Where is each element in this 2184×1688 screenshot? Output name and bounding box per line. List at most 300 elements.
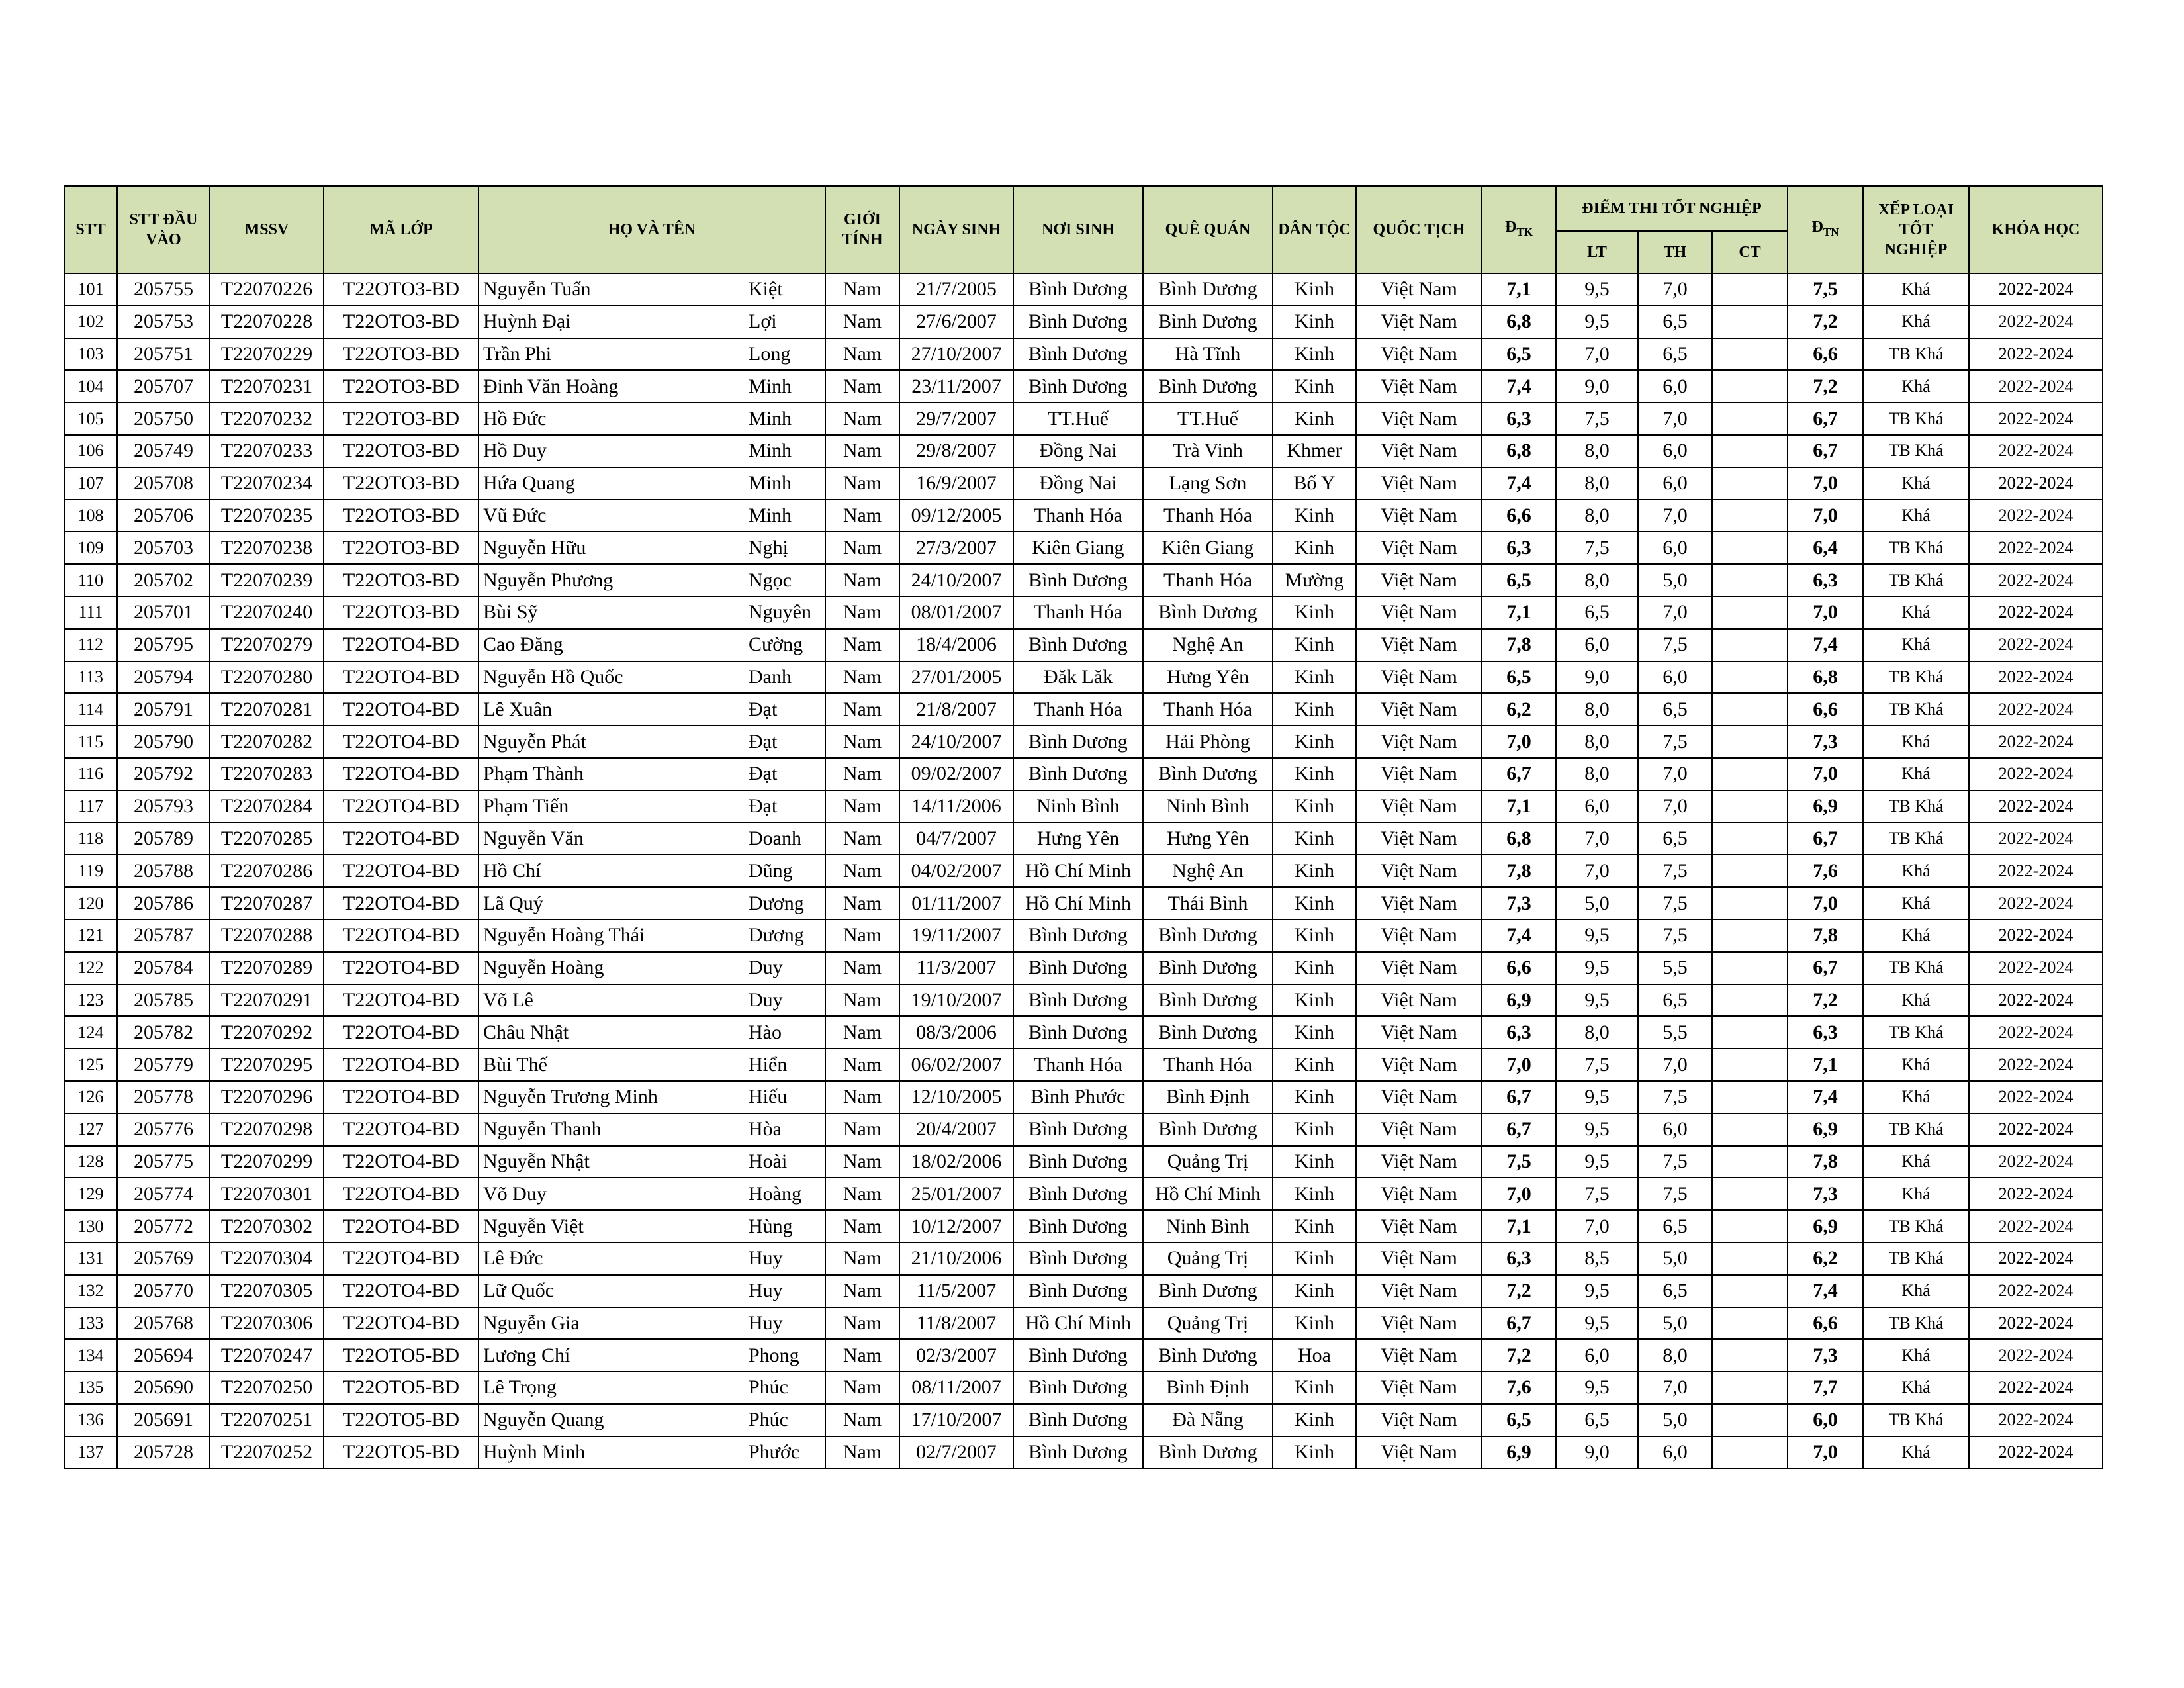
cell-dtn: 6,7: [1788, 823, 1863, 855]
cell-mssv: T22070283: [210, 758, 324, 790]
cell-noi-sinh: Hồ Chí Minh: [1013, 855, 1143, 887]
cell-lt: 7,0: [1556, 338, 1638, 371]
cell-dan-toc: Kinh: [1273, 952, 1356, 984]
cell-stt-dau-vao: 205770: [117, 1275, 210, 1307]
table-row: [64, 1436, 2103, 1469]
cell-ten: Long: [743, 338, 825, 371]
cell-dan-toc: Kinh: [1273, 790, 1356, 823]
cell-ct: [1712, 629, 1788, 661]
cell-ho-lot: Nguyễn Thanh: [478, 1113, 743, 1146]
cell-khoa-hoc: 2022-2024: [1969, 919, 2103, 952]
cell-ma-lop: T22OTO4-BD: [324, 823, 478, 855]
cell-ma-lop: T22OTO4-BD: [324, 1243, 478, 1275]
cell-ho-lot: Lê Xuân: [478, 693, 743, 726]
header-dtk-sub: TK: [1516, 225, 1533, 238]
cell-dan-toc: Kinh: [1273, 919, 1356, 952]
cell-xep-loai: Khá: [1863, 1146, 1969, 1178]
cell-dtk: 6,9: [1482, 984, 1556, 1017]
cell-th: 7,5: [1638, 887, 1712, 919]
table-row: [64, 1178, 2103, 1210]
cell-dtk: 7,0: [1482, 726, 1556, 758]
cell-stt-dau-vao: 205795: [117, 629, 210, 661]
cell-stt-dau-vao: 205749: [117, 435, 210, 467]
cell-xep-loai: TB Khá: [1863, 1307, 1969, 1340]
cell-xep-loai: TB Khá: [1863, 1016, 1969, 1049]
cell-ho-lot: Hứa Quang: [478, 467, 743, 500]
cell-ngay-sinh: 23/11/2007: [899, 370, 1013, 402]
cell-dtk: 7,2: [1482, 1275, 1556, 1307]
cell-que-quan: Hưng Yên: [1143, 823, 1273, 855]
cell-lt: 9,5: [1556, 306, 1638, 338]
cell-dtk: 6,6: [1482, 500, 1556, 532]
cell-que-quan: Thanh Hóa: [1143, 500, 1273, 532]
cell-khoa-hoc: 2022-2024: [1969, 661, 2103, 694]
cell-ma-lop: T22OTO3-BD: [324, 435, 478, 467]
cell-dtn: 7,0: [1788, 596, 1863, 629]
cell-ten: Ngọc: [743, 564, 825, 596]
cell-que-quan: Kiên Giang: [1143, 532, 1273, 564]
cell-khoa-hoc: 2022-2024: [1969, 1404, 2103, 1436]
table-row: [64, 790, 2103, 823]
cell-ten: Phong: [743, 1339, 825, 1372]
cell-ct: [1712, 1372, 1788, 1404]
cell-stt: 134: [64, 1339, 117, 1372]
cell-stt-dau-vao: 205701: [117, 596, 210, 629]
cell-th: 5,0: [1638, 564, 1712, 596]
cell-xep-loai: TB Khá: [1863, 1210, 1969, 1243]
cell-lt: 7,0: [1556, 1210, 1638, 1243]
cell-stt-dau-vao: 205769: [117, 1243, 210, 1275]
cell-stt: 137: [64, 1436, 117, 1469]
cell-ct: [1712, 1307, 1788, 1340]
table-row: [64, 1113, 2103, 1146]
cell-gioi-tinh: Nam: [825, 919, 899, 952]
cell-stt: 124: [64, 1016, 117, 1049]
cell-noi-sinh: Bình Dương: [1013, 273, 1143, 306]
cell-mssv: T22070280: [210, 661, 324, 694]
cell-ho-lot: Hồ Duy: [478, 435, 743, 467]
cell-dtk: 6,9: [1482, 1436, 1556, 1469]
cell-dan-toc: Kinh: [1273, 823, 1356, 855]
cell-gioi-tinh: Nam: [825, 1049, 899, 1081]
cell-que-quan: Bình Dương: [1143, 1436, 1273, 1469]
cell-khoa-hoc: 2022-2024: [1969, 1339, 2103, 1372]
cell-ma-lop: T22OTO4-BD: [324, 726, 478, 758]
cell-mssv: T22070305: [210, 1275, 324, 1307]
cell-ten: Doanh: [743, 823, 825, 855]
cell-noi-sinh: Hồ Chí Minh: [1013, 887, 1143, 919]
cell-dtn: 7,6: [1788, 855, 1863, 887]
cell-mssv: T22070234: [210, 467, 324, 500]
cell-stt: 120: [64, 887, 117, 919]
cell-gioi-tinh: Nam: [825, 629, 899, 661]
header-dtn-main: Đ: [1811, 218, 1823, 236]
cell-ho-lot: Nguyễn Quang: [478, 1404, 743, 1436]
cell-ngay-sinh: 25/01/2007: [899, 1178, 1013, 1210]
cell-dtk: 6,7: [1482, 1307, 1556, 1340]
cell-stt: 105: [64, 402, 117, 435]
cell-ten: Kiệt: [743, 273, 825, 306]
cell-ct: [1712, 1339, 1788, 1372]
cell-ngay-sinh: 24/10/2007: [899, 726, 1013, 758]
cell-ma-lop: T22OTO5-BD: [324, 1372, 478, 1404]
cell-mssv: T22070235: [210, 500, 324, 532]
table-row: [64, 887, 2103, 919]
cell-th: 5,5: [1638, 1016, 1712, 1049]
cell-mssv: T22070231: [210, 370, 324, 402]
cell-khoa-hoc: 2022-2024: [1969, 500, 2103, 532]
cell-ngay-sinh: 04/02/2007: [899, 855, 1013, 887]
cell-quoc-tich: Việt Nam: [1356, 887, 1482, 919]
cell-noi-sinh: Bình Dương: [1013, 984, 1143, 1017]
cell-dtn: 6,2: [1788, 1243, 1863, 1275]
cell-khoa-hoc: 2022-2024: [1969, 823, 2103, 855]
cell-ngay-sinh: 18/02/2006: [899, 1146, 1013, 1178]
cell-stt: 131: [64, 1243, 117, 1275]
cell-dtk: 6,3: [1482, 532, 1556, 564]
cell-ma-lop: T22OTO5-BD: [324, 1404, 478, 1436]
cell-stt: 119: [64, 855, 117, 887]
cell-ten: Duy: [743, 952, 825, 984]
cell-xep-loai: TB Khá: [1863, 1404, 1969, 1436]
cell-dtk: 7,8: [1482, 629, 1556, 661]
cell-khoa-hoc: 2022-2024: [1969, 370, 2103, 402]
cell-dan-toc: Kinh: [1273, 306, 1356, 338]
cell-stt: 135: [64, 1372, 117, 1404]
cell-ten: Minh: [743, 370, 825, 402]
cell-ten: Huy: [743, 1307, 825, 1340]
table-row: [64, 855, 2103, 887]
cell-dtn: 7,0: [1788, 758, 1863, 790]
cell-th: 6,0: [1638, 370, 1712, 402]
cell-khoa-hoc: 2022-2024: [1969, 1146, 2103, 1178]
header-dtk: [1482, 186, 1556, 273]
cell-xep-loai: TB Khá: [1863, 402, 1969, 435]
cell-que-quan: Bình Dương: [1143, 952, 1273, 984]
header-diem-thi-tot-nghiep: ĐIỂM THI TỐT NGHIỆP: [1556, 186, 1788, 231]
cell-ma-lop: T22OTO5-BD: [324, 1436, 478, 1469]
cell-xep-loai: Khá: [1863, 500, 1969, 532]
cell-gioi-tinh: Nam: [825, 790, 899, 823]
cell-ho-lot: Võ Lê: [478, 984, 743, 1017]
cell-ngay-sinh: 16/9/2007: [899, 467, 1013, 500]
cell-stt-dau-vao: 205792: [117, 758, 210, 790]
cell-quoc-tich: Việt Nam: [1356, 1372, 1482, 1404]
cell-dan-toc: Hoa: [1273, 1339, 1356, 1372]
cell-ct: [1712, 1404, 1788, 1436]
cell-mssv: T22070238: [210, 532, 324, 564]
cell-ct: [1712, 919, 1788, 952]
cell-gioi-tinh: Nam: [825, 1016, 899, 1049]
cell-ho-lot: Phạm Tiến: [478, 790, 743, 823]
cell-quoc-tich: Việt Nam: [1356, 758, 1482, 790]
cell-dan-toc: Kinh: [1273, 1436, 1356, 1469]
cell-ct: [1712, 402, 1788, 435]
cell-lt: 7,5: [1556, 1049, 1638, 1081]
cell-quoc-tich: Việt Nam: [1356, 984, 1482, 1017]
cell-ma-lop: T22OTO4-BD: [324, 1210, 478, 1243]
cell-th: 7,5: [1638, 855, 1712, 887]
cell-dtn: 7,3: [1788, 726, 1863, 758]
cell-mssv: T22070247: [210, 1339, 324, 1372]
cell-ct: [1712, 1436, 1788, 1469]
cell-stt-dau-vao: 205782: [117, 1016, 210, 1049]
table-row: [64, 661, 2103, 694]
cell-ho-lot: Hồ Chí: [478, 855, 743, 887]
cell-gioi-tinh: Nam: [825, 532, 899, 564]
cell-ho-lot: Nguyễn Phương: [478, 564, 743, 596]
cell-ma-lop: T22OTO3-BD: [324, 338, 478, 371]
cell-ma-lop: T22OTO3-BD: [324, 564, 478, 596]
table-row: [64, 1275, 2103, 1307]
cell-stt-dau-vao: 205751: [117, 338, 210, 371]
cell-lt: 7,5: [1556, 1178, 1638, 1210]
cell-th: 7,0: [1638, 500, 1712, 532]
cell-xep-loai: Khá: [1863, 919, 1969, 952]
cell-que-quan: Quảng Trị: [1143, 1307, 1273, 1340]
cell-dtn: 7,8: [1788, 919, 1863, 952]
cell-quoc-tich: Việt Nam: [1356, 1178, 1482, 1210]
cell-ten: Huy: [743, 1243, 825, 1275]
cell-quoc-tich: Việt Nam: [1356, 596, 1482, 629]
cell-dtn: 7,3: [1788, 1178, 1863, 1210]
cell-ten: Minh: [743, 402, 825, 435]
cell-lt: 8,0: [1556, 467, 1638, 500]
cell-dtn: 7,2: [1788, 370, 1863, 402]
cell-ct: [1712, 952, 1788, 984]
cell-lt: 8,0: [1556, 758, 1638, 790]
cell-stt: 116: [64, 758, 117, 790]
cell-noi-sinh: Bình Dương: [1013, 1243, 1143, 1275]
table-row: [64, 500, 2103, 532]
cell-xep-loai: TB Khá: [1863, 1113, 1969, 1146]
cell-dtk: 6,5: [1482, 1404, 1556, 1436]
cell-dtk: 6,3: [1482, 402, 1556, 435]
cell-ma-lop: T22OTO5-BD: [324, 1339, 478, 1372]
cell-dtn: 6,9: [1788, 1113, 1863, 1146]
cell-gioi-tinh: Nam: [825, 370, 899, 402]
cell-khoa-hoc: 2022-2024: [1969, 1049, 2103, 1081]
cell-dan-toc: Kinh: [1273, 855, 1356, 887]
cell-xep-loai: Khá: [1863, 467, 1969, 500]
cell-khoa-hoc: 2022-2024: [1969, 435, 2103, 467]
cell-th: 6,5: [1638, 823, 1712, 855]
cell-ngay-sinh: 20/4/2007: [899, 1113, 1013, 1146]
cell-noi-sinh: Đồng Nai: [1013, 467, 1143, 500]
cell-quoc-tich: Việt Nam: [1356, 500, 1482, 532]
cell-ct: [1712, 1275, 1788, 1307]
cell-ten: Nguyên: [743, 596, 825, 629]
cell-stt-dau-vao: 205789: [117, 823, 210, 855]
cell-dan-toc: Kinh: [1273, 887, 1356, 919]
cell-ngay-sinh: 04/7/2007: [899, 823, 1013, 855]
cell-ten: Hòa: [743, 1113, 825, 1146]
cell-dtn: 6,9: [1788, 1210, 1863, 1243]
header-khoa-hoc: KHÓA HỌC: [1969, 186, 2103, 273]
cell-gioi-tinh: Nam: [825, 952, 899, 984]
cell-noi-sinh: Bình Dương: [1013, 1436, 1143, 1469]
cell-ct: [1712, 1016, 1788, 1049]
cell-dtk: 6,7: [1482, 758, 1556, 790]
cell-mssv: T22070289: [210, 952, 324, 984]
cell-quoc-tich: Việt Nam: [1356, 306, 1482, 338]
cell-khoa-hoc: 2022-2024: [1969, 855, 2103, 887]
cell-dan-toc: Kinh: [1273, 726, 1356, 758]
cell-ma-lop: T22OTO4-BD: [324, 1178, 478, 1210]
cell-lt: 9,0: [1556, 1436, 1638, 1469]
cell-gioi-tinh: Nam: [825, 273, 899, 306]
cell-stt: 115: [64, 726, 117, 758]
cell-th: 5,0: [1638, 1243, 1712, 1275]
cell-khoa-hoc: 2022-2024: [1969, 1275, 2103, 1307]
cell-ten: Danh: [743, 661, 825, 694]
table-row: [64, 693, 2103, 726]
cell-dan-toc: Kinh: [1273, 1146, 1356, 1178]
cell-ma-lop: T22OTO3-BD: [324, 532, 478, 564]
cell-khoa-hoc: 2022-2024: [1969, 726, 2103, 758]
cell-lt: 9,5: [1556, 1307, 1638, 1340]
cell-gioi-tinh: Nam: [825, 758, 899, 790]
cell-dan-toc: Kinh: [1273, 1275, 1356, 1307]
cell-dan-toc: Kinh: [1273, 693, 1356, 726]
cell-ct: [1712, 984, 1788, 1017]
table-row: [64, 1081, 2103, 1113]
cell-stt: 102: [64, 306, 117, 338]
cell-noi-sinh: Bình Dương: [1013, 1275, 1143, 1307]
cell-ten: Hùng: [743, 1210, 825, 1243]
cell-noi-sinh: Bình Dương: [1013, 1178, 1143, 1210]
cell-th: 7,5: [1638, 1178, 1712, 1210]
cell-quoc-tich: Việt Nam: [1356, 823, 1482, 855]
cell-ho-lot: Nguyễn Tuấn: [478, 273, 743, 306]
cell-ho-lot: Nguyễn Hồ Quốc: [478, 661, 743, 694]
cell-xep-loai: Khá: [1863, 1339, 1969, 1372]
cell-mssv: T22070229: [210, 338, 324, 371]
cell-noi-sinh: Bình Dương: [1013, 629, 1143, 661]
cell-dtn: 7,0: [1788, 1436, 1863, 1469]
cell-ngay-sinh: 11/8/2007: [899, 1307, 1013, 1340]
cell-khoa-hoc: 2022-2024: [1969, 1081, 2103, 1113]
cell-dan-toc: Mường: [1273, 564, 1356, 596]
table-row: [64, 629, 2103, 661]
cell-khoa-hoc: 2022-2024: [1969, 1178, 2103, 1210]
cell-gioi-tinh: Nam: [825, 1339, 899, 1372]
cell-th: 7,5: [1638, 726, 1712, 758]
cell-mssv: T22070292: [210, 1016, 324, 1049]
cell-stt-dau-vao: 205702: [117, 564, 210, 596]
cell-dan-toc: Kinh: [1273, 1372, 1356, 1404]
cell-ngay-sinh: 19/10/2007: [899, 984, 1013, 1017]
cell-que-quan: Quảng Trị: [1143, 1146, 1273, 1178]
cell-ma-lop: T22OTO4-BD: [324, 1307, 478, 1340]
cell-ct: [1712, 758, 1788, 790]
cell-ct: [1712, 338, 1788, 371]
cell-khoa-hoc: 2022-2024: [1969, 338, 2103, 371]
cell-stt: 123: [64, 984, 117, 1017]
cell-ten: Duy: [743, 984, 825, 1017]
cell-th: 7,5: [1638, 629, 1712, 661]
cell-khoa-hoc: 2022-2024: [1969, 1436, 2103, 1469]
cell-noi-sinh: Bình Dương: [1013, 564, 1143, 596]
cell-ct: [1712, 1081, 1788, 1113]
cell-stt-dau-vao: 205788: [117, 855, 210, 887]
cell-ten: Đạt: [743, 693, 825, 726]
cell-ngay-sinh: 24/10/2007: [899, 564, 1013, 596]
cell-dan-toc: Kinh: [1273, 629, 1356, 661]
cell-xep-loai: TB Khá: [1863, 790, 1969, 823]
cell-ma-lop: T22OTO4-BD: [324, 952, 478, 984]
cell-ma-lop: T22OTO4-BD: [324, 1049, 478, 1081]
cell-ct: [1712, 1146, 1788, 1178]
cell-dtn: 7,2: [1788, 984, 1863, 1017]
cell-ct: [1712, 1243, 1788, 1275]
cell-stt-dau-vao: 205786: [117, 887, 210, 919]
header-que-quan: QUÊ QUÁN: [1143, 186, 1273, 273]
cell-dtk: 7,4: [1482, 370, 1556, 402]
cell-ten: Lợi: [743, 306, 825, 338]
cell-dtn: 6,7: [1788, 402, 1863, 435]
cell-ho-lot: Nguyễn Gia: [478, 1307, 743, 1340]
cell-th: 7,0: [1638, 1372, 1712, 1404]
cell-xep-loai: Khá: [1863, 855, 1969, 887]
cell-th: 7,5: [1638, 919, 1712, 952]
cell-gioi-tinh: Nam: [825, 1436, 899, 1469]
cell-gioi-tinh: Nam: [825, 338, 899, 371]
cell-dtn: 7,2: [1788, 306, 1863, 338]
header-lt: LT: [1556, 231, 1638, 273]
cell-lt: 6,0: [1556, 629, 1638, 661]
table-row: [64, 306, 2103, 338]
cell-que-quan: Nghệ An: [1143, 855, 1273, 887]
cell-dan-toc: Kinh: [1273, 1178, 1356, 1210]
cell-stt-dau-vao: 205787: [117, 919, 210, 952]
cell-dtn: 7,0: [1788, 887, 1863, 919]
cell-ngay-sinh: 01/11/2007: [899, 887, 1013, 919]
cell-dtk: 7,1: [1482, 790, 1556, 823]
cell-ma-lop: T22OTO4-BD: [324, 693, 478, 726]
cell-dan-toc: Kinh: [1273, 1081, 1356, 1113]
cell-th: 6,0: [1638, 661, 1712, 694]
cell-th: 7,0: [1638, 596, 1712, 629]
cell-dtk: 6,3: [1482, 1243, 1556, 1275]
cell-noi-sinh: Bình Dương: [1013, 952, 1143, 984]
header-dtk-main: Đ: [1505, 218, 1517, 236]
cell-noi-sinh: Bình Dương: [1013, 1372, 1143, 1404]
cell-dtn: 6,6: [1788, 1307, 1863, 1340]
cell-que-quan: Nghệ An: [1143, 629, 1273, 661]
cell-stt: 112: [64, 629, 117, 661]
cell-dtk: 7,5: [1482, 1146, 1556, 1178]
cell-khoa-hoc: 2022-2024: [1969, 402, 2103, 435]
cell-noi-sinh: Bình Dương: [1013, 1339, 1143, 1372]
cell-ct: [1712, 1210, 1788, 1243]
cell-dan-toc: Kinh: [1273, 1404, 1356, 1436]
header-xep-loai: XẾP LOẠI TỐT NGHIỆP: [1863, 186, 1969, 273]
cell-que-quan: Hải Phòng: [1143, 726, 1273, 758]
cell-lt: 9,0: [1556, 661, 1638, 694]
cell-noi-sinh: Đồng Nai: [1013, 435, 1143, 467]
cell-stt-dau-vao: 205707: [117, 370, 210, 402]
table-row: [64, 402, 2103, 435]
cell-ct: [1712, 855, 1788, 887]
cell-gioi-tinh: Nam: [825, 596, 899, 629]
cell-mssv: T22070284: [210, 790, 324, 823]
cell-mssv: T22070250: [210, 1372, 324, 1404]
header-ma-lop: MÃ LỚP: [324, 186, 478, 273]
cell-dtk: 7,1: [1482, 1210, 1556, 1243]
cell-gioi-tinh: Nam: [825, 435, 899, 467]
cell-ct: [1712, 693, 1788, 726]
